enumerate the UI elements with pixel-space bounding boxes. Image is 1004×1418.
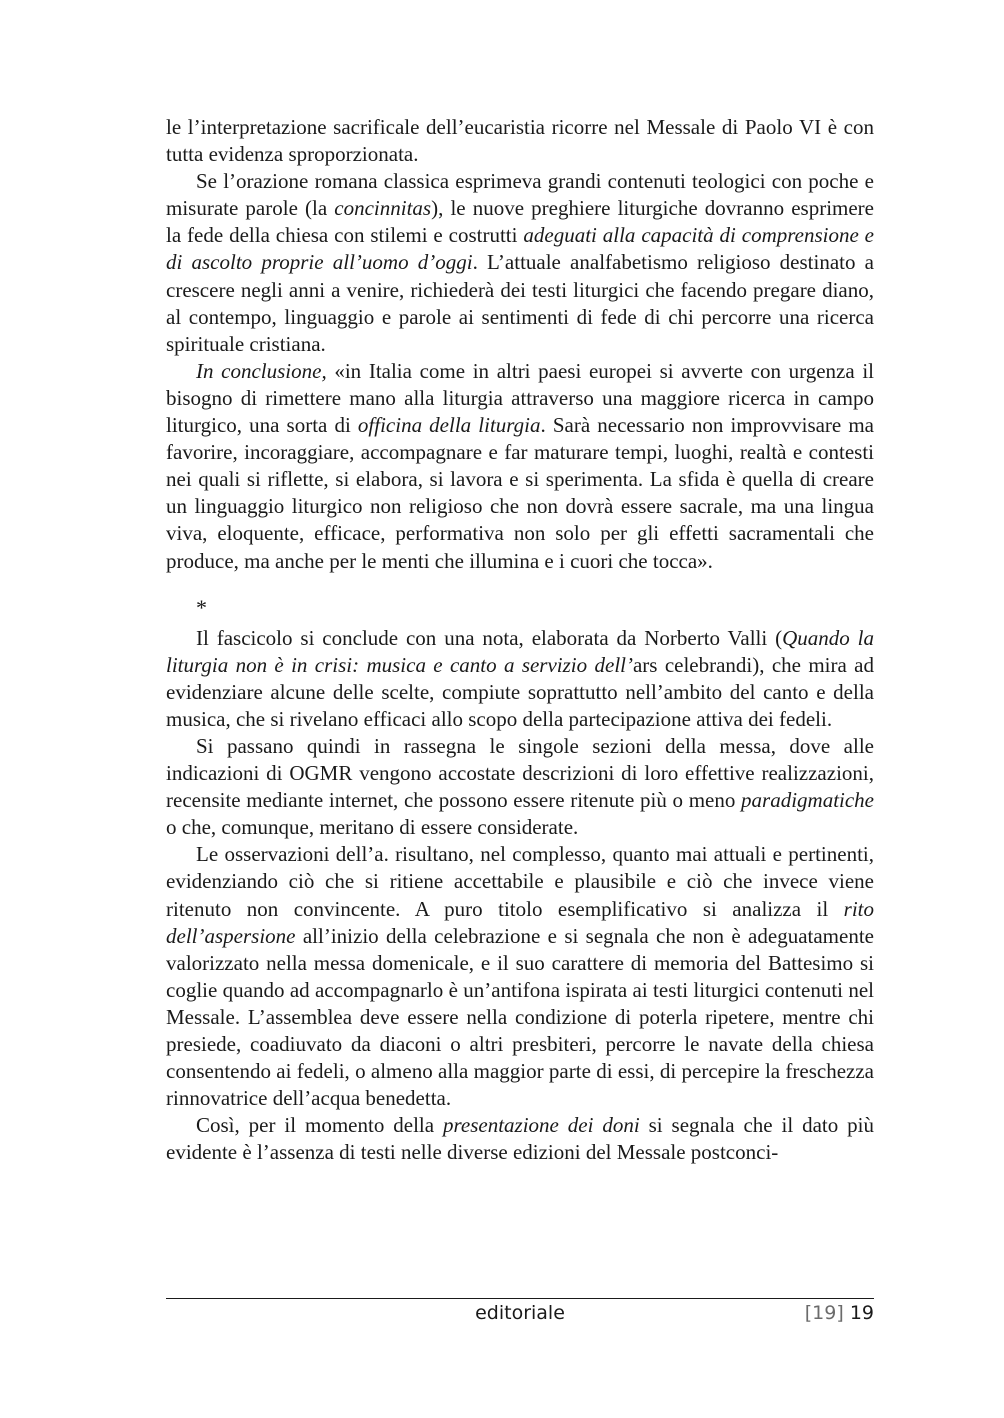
italic-text: In conclusione, <box>196 358 327 383</box>
running-footer-section: editoriale <box>475 1302 565 1324</box>
text-run: ), le nuove preghiere liturgiche dovranno esprimere la fede della chiesa con stilemi e costrutti <box>166 196 874 248</box>
text-run: o che, comunque, meritano di essere considerate. <box>166 815 579 840</box>
text-run: «in Italia come in altri paesi europei si avverte con urgenza il bisogno di rimettere mano alla liturgia attraverso una maggiore ricerca in campo liturgico, una sorta di <box>166 358 875 438</box>
italic-text: Quando la liturgia non è in crisi: musica e canto a servizio dell’ <box>166 625 874 677</box>
text-run: Si passano quindi in rassegna le singole sezioni della messa, dove alle indicazioni di OGMR vengono accostate descrizioni di loro effettive realizzazioni, recensite mediante internet, che possono essere ritenute più o meno <box>166 733 874 813</box>
paragraph <box>166 841 874 1112</box>
text-run: Le osservazioni dell’a. risultano, nel complesso, quanto mai attuali e pertinenti, evidenziando ciò che si ritiene accettabile e plausibile e ciò che invece viene ritenuto non convincente. A puro titolo esemplificativo si analizza il <box>166 842 874 921</box>
italic-text: presentazione dei doni <box>443 1113 640 1138</box>
text-run: all’inizio della celebrazione e si segnala che non è adeguatamente valorizzato nella messa domenicale, e il suo carattere di memoria del Battesimo si coglie quando ad accompagnarlo è un’antifona ispirata ai testi liturgici contenuti nel Messale. L’assemblea deve essere nella condizione di poterla ripetere, mentre chi presiede, coadiuvato da diaconi o altri presbiteri, percorre le navate della chiesa consentendo ai fedeli, o almeno alla maggior parte di essi, di percepire la freschezza rinnovatrice dell’acqua benedetta. <box>166 923 874 1111</box>
text-run: Se l’orazione romana classica esprimeva grandi contenuti teologici con poche e misurate parole (la <box>166 169 874 221</box>
page-number <box>805 1302 874 1324</box>
paragraph <box>166 625 874 733</box>
text-run: Il fascicolo si conclude con una nota, elaborata da Norberto Valli ( <box>196 625 783 650</box>
paragraph <box>166 1112 874 1166</box>
italic-text: concinnitas <box>334 196 432 221</box>
italic-text: adeguati alla capacità di comprensione e di ascolto proprie all’uomo d’oggi <box>166 223 875 275</box>
body-text <box>166 114 874 1166</box>
paragraph <box>166 114 874 168</box>
paragraph <box>166 358 874 575</box>
text-run: . L’attuale analfabetismo religioso destinato a crescere negli anni a venire, richiederà dei testi liturgici che facendo pregare diano, al contempo, linguaggio e parole ai sentimenti di fede di chi percorre una ricerca spirituale cristiana. <box>166 250 875 356</box>
page-number-plain: 19 <box>849 1302 874 1324</box>
text-run: si segnala che il dato più evidente è l’assenza di testi nelle diverse edizioni del Messale postconci- <box>166 1113 875 1165</box>
italic-text: paradigmatiche <box>741 788 874 813</box>
page-number-bracketed: [19] <box>804 1302 844 1324</box>
text-run: le l’interpretazione sacrificale dell’eucaristia ricorre nel Messale di Paolo VI è con tutta evidenza sproporzionata. <box>166 115 874 167</box>
section-separator: * <box>196 594 207 620</box>
text-run: ars celebrandi), che mira ad evidenziare alcune delle scelte, compiute soprattutto nell’ambito del canto e della musica, che si rivelano efficaci allo scopo della partecipazione attiva dei fedeli. <box>166 652 874 731</box>
italic-text: officina della liturgia <box>357 413 541 438</box>
paragraph <box>166 168 874 358</box>
italic-text: rito dell’aspersione <box>166 896 874 948</box>
text-run: . Sarà necessario non improvvisare ma favorire, incoraggiare, accompagnare e far maturare tempi, luoghi, realtà e contesti nei quali si riflette, si elabora, si lavora e si sperimenta. La sfida è quella di creare un linguaggio liturgico non religioso che non dovrà essere sacrale, ma una lingua viva, eloquente, efficace, performativa non solo per gli effetti sacramentali che produce, ma anche per le menti che illumina e i cuori che tocca». <box>166 413 875 573</box>
page-footer <box>166 1302 874 1330</box>
paragraph <box>166 733 874 841</box>
text-run: Così, per il momento della <box>196 1113 443 1138</box>
footer-rule <box>166 1298 874 1299</box>
